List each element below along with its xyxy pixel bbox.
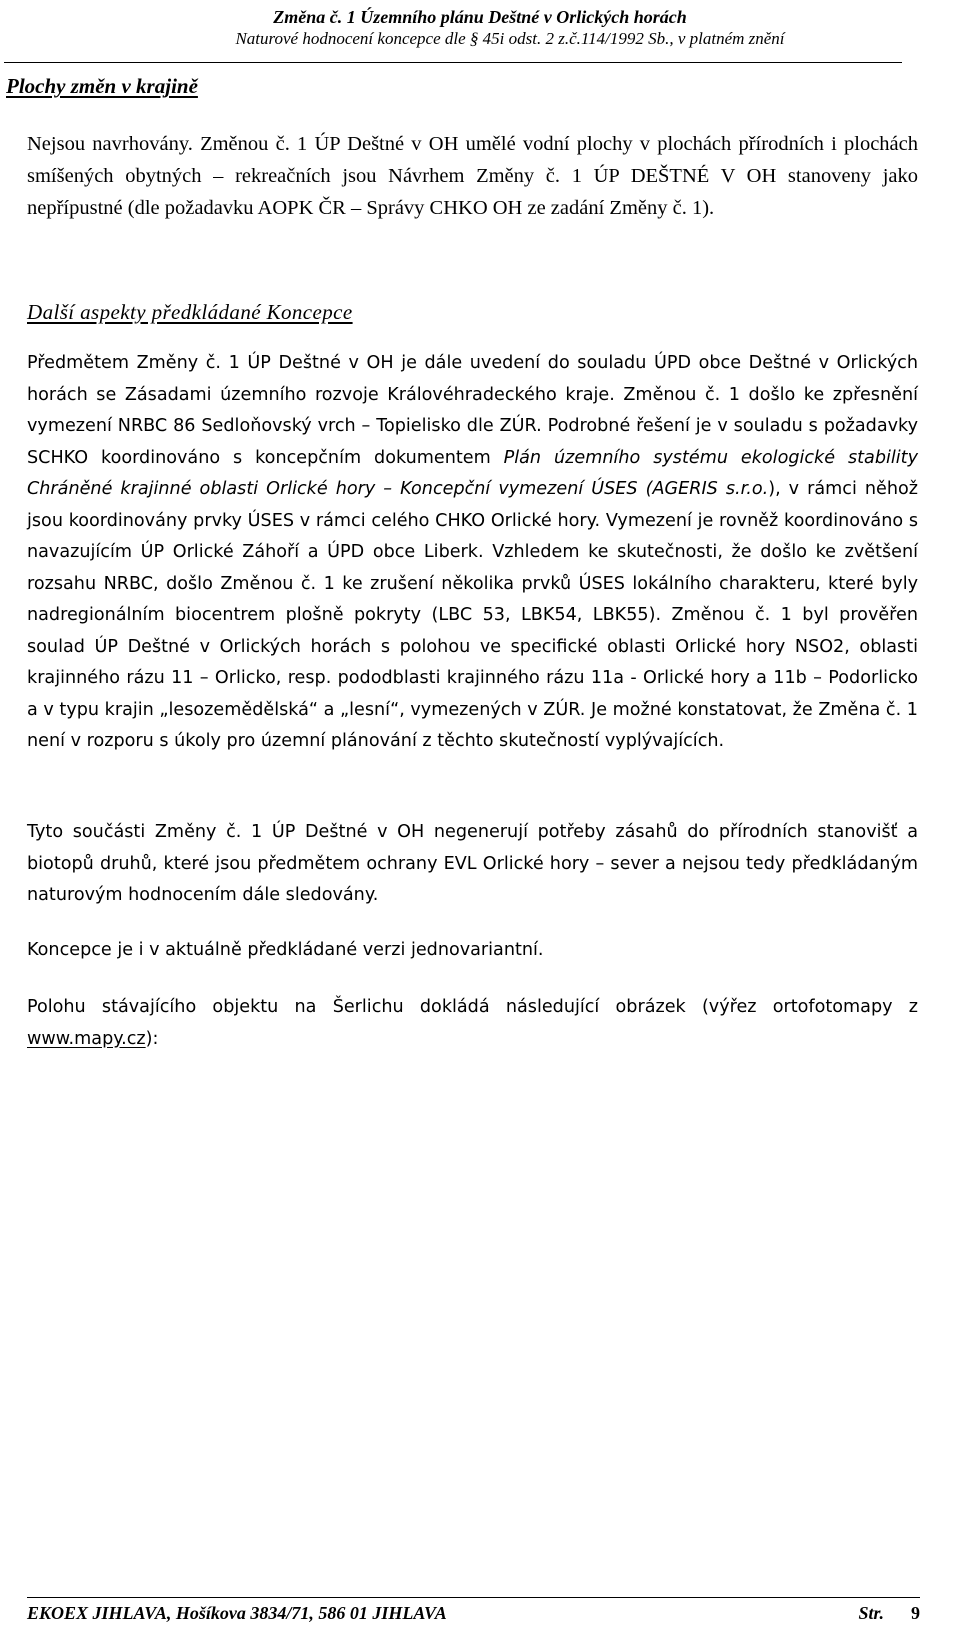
paragraph-text: Tyto součásti Změny č. 1 ÚP Deštné v OH negenerují potřeby zásahů do přírodních stanovišť a biotopů druhů, které jsou předmětem ochrany EVL Orlické hory – sever a nejsou tedy předkládaným naturovým hodnocením dále sledovány. xyxy=(27,822,918,905)
paragraph-text-a: Polohu stávajícího objektu na Šerlichu dokládá následující obrázek (výřez ortofotomapy z xyxy=(27,997,918,1017)
paragraph-plochy-zmen xyxy=(27,128,918,224)
page-header xyxy=(0,6,960,50)
footer-page-number: 9 xyxy=(911,1603,920,1623)
paragraph-tyto-soucasti xyxy=(27,817,918,912)
header-rule xyxy=(4,62,902,63)
paragraph-polohu xyxy=(27,992,918,1055)
header-title: Změna č. 1 Územního plánu Deštné v Orlických horách xyxy=(273,7,687,27)
heading-plochy-zmen: Plochy změn v krajině xyxy=(6,74,198,98)
footer-rule xyxy=(27,1597,920,1598)
paragraph-text: Nejsou navrhovány. Změnou č. 1 ÚP Deštné v OH umělé vodní plochy v plochách přírodních i plochách smíšených obytných – rekreačních jsou Návrhem Změny č. 1 ÚP DEŠTNÉ V OH stanoveny jako nepřípustné (dle požadavku AOPK ČR – Správy CHKO OH ze zadání Změny č. 1). xyxy=(27,133,918,219)
mapy-cz-link[interactable]: www.mapy.cz xyxy=(27,1028,146,1049)
paragraph-koncepce xyxy=(27,935,918,967)
paragraph-text: Koncepce je i v aktuálně předkládané verzi jednovariantní. xyxy=(27,940,544,960)
footer-address: EKOEX JIHLAVA, Hošíkova 3834/71, 586 01 JIHLAVA xyxy=(27,1603,447,1623)
header-subtitle: Naturové hodnocení koncepce dle § 45i odst. 2 z.č.114/1992 Sb., v platném znění xyxy=(235,29,785,48)
footer-page-label: Str. xyxy=(858,1603,884,1623)
page-footer xyxy=(27,1603,920,1624)
paragraph-text-d: ), v rámci něhož jsou koordinovány prvky ÚSES v rámci celého CHKO Orlické hory. Vymezení je rovněž koordinováno s navazujícím ÚP Orlické Záhoří a ÚPD obce Liberk. Vzhledem ke skutečnosti, že došlo ke zvětšení rozsahu NRBC, došlo Změnou č. 1 ke zrušení několika prvků ÚSES lokálního charakteru, které byly nadregionálním biocentrem plošně pokryty (LBC 53, LBK54, LBK55). Změnou č. 1 byl prověřen soulad ÚP Deštné v Orlických horách s polohou ve specifické oblasti Orlické hory NSO2, oblasti krajinného rázu 11 – Orlicko, resp. pododblasti krajinného rázu 11a - Orlické hory a 11b – Podorlicko a v typu krajin „lesozemědělská“ a „lesní“, vymezených v ZÚR. Je možné konstatovat, že Změna č. 1 není v rozporu s úkoly pro územní plánování z těchto skutečností vyplývajících. xyxy=(27,479,918,751)
paragraph-text-b: Podrobné řešení je v souladu s požadavky SCHKO koordinováno s koncepčním dokumentem xyxy=(27,416,918,468)
paragraph-text-b: ): xyxy=(145,1028,159,1049)
paragraph-predmetem xyxy=(27,348,918,758)
heading-dalsi-aspekty: Další aspekty předkládané Koncepce xyxy=(27,300,353,324)
paragraph-text-italic: Plán územního systému ekologické stability Chráněné krajinné oblasti Orlické hory – Koncepční vymezení ÚSES (AGERIS s.r.o. xyxy=(27,447,918,499)
paragraph-text-a: Předmětem Změny č. 1 ÚP Deštné v OH je dále uvedení do souladu ÚPD obce Deštné v Orlických horách se Zásadami územního rozvoje Královéhradeckého kraje. Změnou č. 1 došlo ke zpřesnění vymezení NRBC 86 Sedloňovský vrch – Topielisko dle ZÚR. xyxy=(27,353,918,436)
